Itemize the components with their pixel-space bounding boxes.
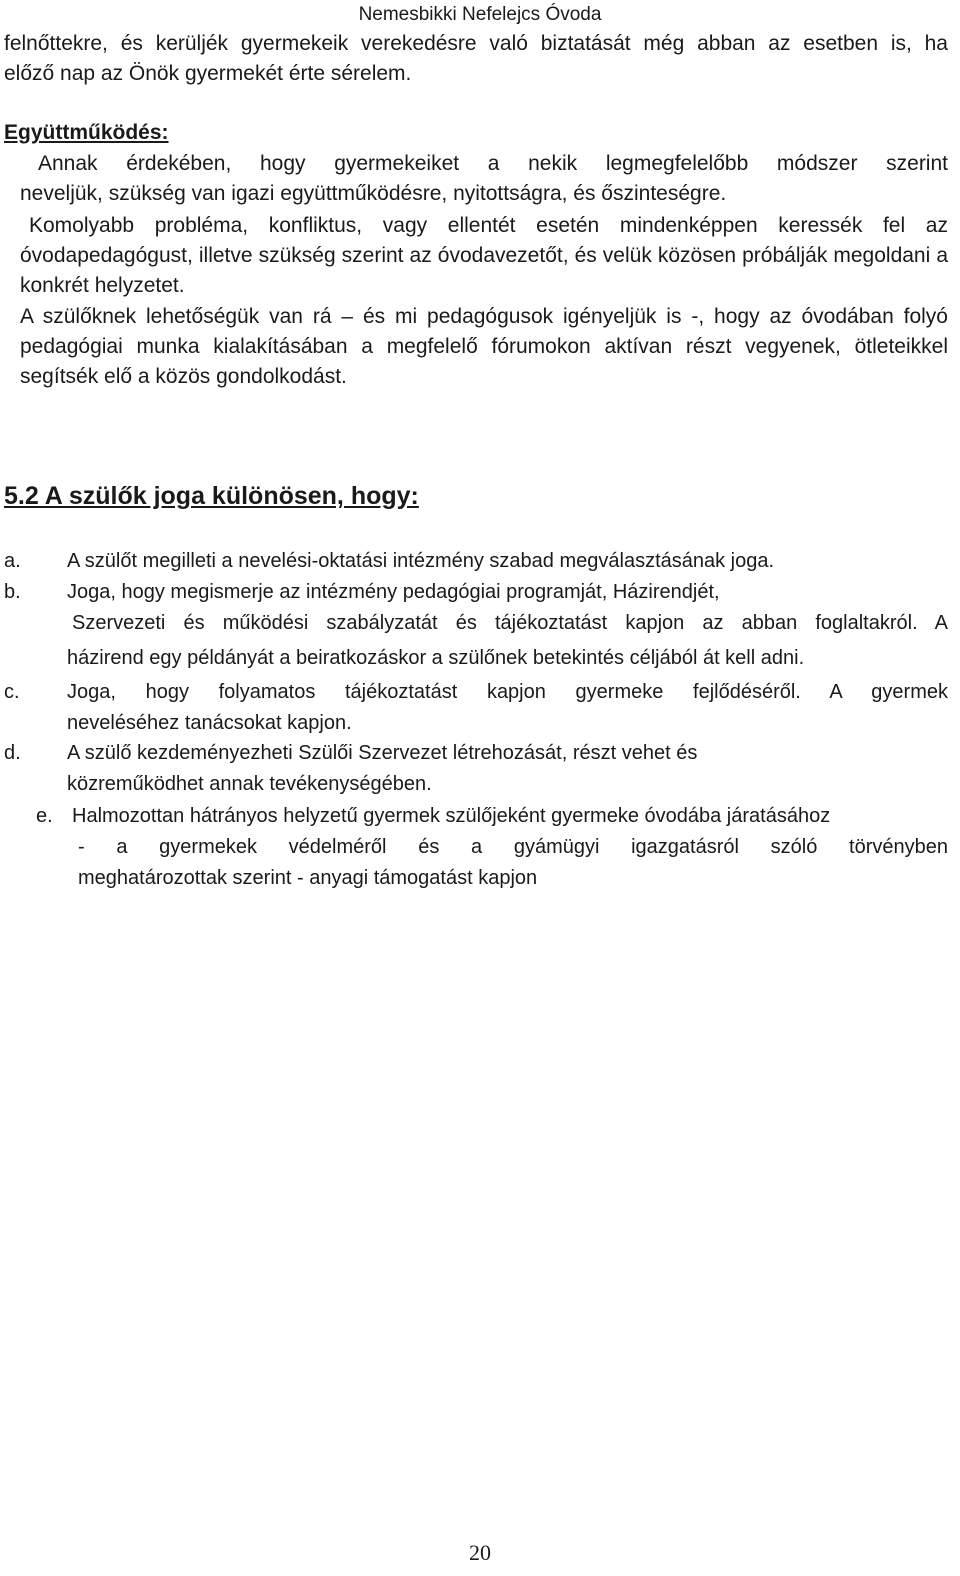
list-item-a-line-1: A szülőt megilleti a nevelési-oktatási intézmény szabad megválasztásának joga.	[67, 550, 775, 572]
list-marker-e: e.	[36, 805, 53, 827]
list-item-c-line-2: neveléséhez tanácsokat kapjon.	[67, 712, 352, 734]
page-number: 20	[469, 1540, 491, 1565]
list-item-d-line-2: közreműködhet annak tevékenységében.	[67, 773, 432, 795]
list-item-b-line-3: házirend egy példányát a beiratkozáskor a szülőnek betekintés céljából át kell adni.	[67, 647, 805, 669]
document-header: Nemesbikki Nefelejcs Óvoda	[358, 4, 602, 25]
cooperation-paragraph-1	[20, 149, 948, 209]
cooperation-heading	[4, 118, 948, 148]
cooperation-heading-text: Együttműködés:	[4, 121, 169, 144]
list-item-c	[4, 677, 948, 739]
cooperation-p1-line-1: Annak érdekében, hogy gyermekeiket a nekik legmegfelelőbb módszer szerint	[38, 152, 948, 175]
intro-paragraph	[4, 29, 948, 89]
list-marker-a: a.	[4, 550, 21, 572]
list-item-d	[4, 738, 948, 800]
list-marker-c: c.	[4, 681, 20, 703]
list-item-b-line-2: Szervezeti és működési szabályzatát és tájékoztatást kapjon az abban foglaltakról. A	[72, 612, 948, 634]
intro-line-1: felnőttekre, és kerüljék gyermekeik verekedésre való biztatását még abban az esetben is, ha	[4, 32, 948, 55]
list-item-a	[4, 546, 948, 577]
list-item-e-line-2: - a gyermekek védelméről és a gyámügyi igazgatásról szóló törvényben	[78, 836, 948, 858]
cooperation-p1-line-2: neveljük, szükség van igazi együttműködésre, nyitottságra, és őszinteségre.	[20, 182, 727, 205]
list-marker-b: b.	[4, 581, 21, 603]
list-item-d-line-1: A szülő kezdeményezheti Szülői Szervezet létrehozását, részt vehet és	[67, 742, 698, 764]
list-item-e-line-1: Halmozottan hátrányos helyzetű gyermek szülőjeként gyermeke óvodába járatásához	[72, 805, 831, 827]
intro-line-2: előző nap az Önök gyermekét érte sérelem.	[4, 62, 412, 85]
list-item-e-line-3: meghatározottak szerint - anyagi támogatást kapjon	[78, 867, 538, 889]
section-title: 5.2 A szülők joga különösen, hogy:	[4, 482, 419, 510]
list-marker-d: d.	[4, 742, 21, 764]
cooperation-paragraph-3: A szülőknek lehetőségük van rá – és mi pedagógusok igényeljük is -, hogy az óvodában folyó pedagógiai munka kialakításában a megfelelő fórumokon aktívan részt vegyenek, ötleteikkel segítsék elő a közös gondolkodást.	[20, 305, 948, 388]
cooperation-paragraph-2: Komolyabb probléma, konfliktus, vagy ellentét esetén mindenképpen keressék fel az óvodapedagógust, illetve szükség szerint az óvodavezetőt, és velük közösen próbálják megoldani a konkrét helyzetet.	[20, 214, 948, 297]
list-item-b-line-1: Joga, hogy megismerje az intézmény pedagógiai programját, Házirendjét,	[67, 581, 720, 603]
list-item-e	[36, 801, 948, 894]
list-item-c-line-1: Joga, hogy folyamatos tájékoztatást kapjon gyermeke fejlődéséről. A gyermek	[67, 681, 948, 703]
list-item-b	[4, 577, 948, 674]
